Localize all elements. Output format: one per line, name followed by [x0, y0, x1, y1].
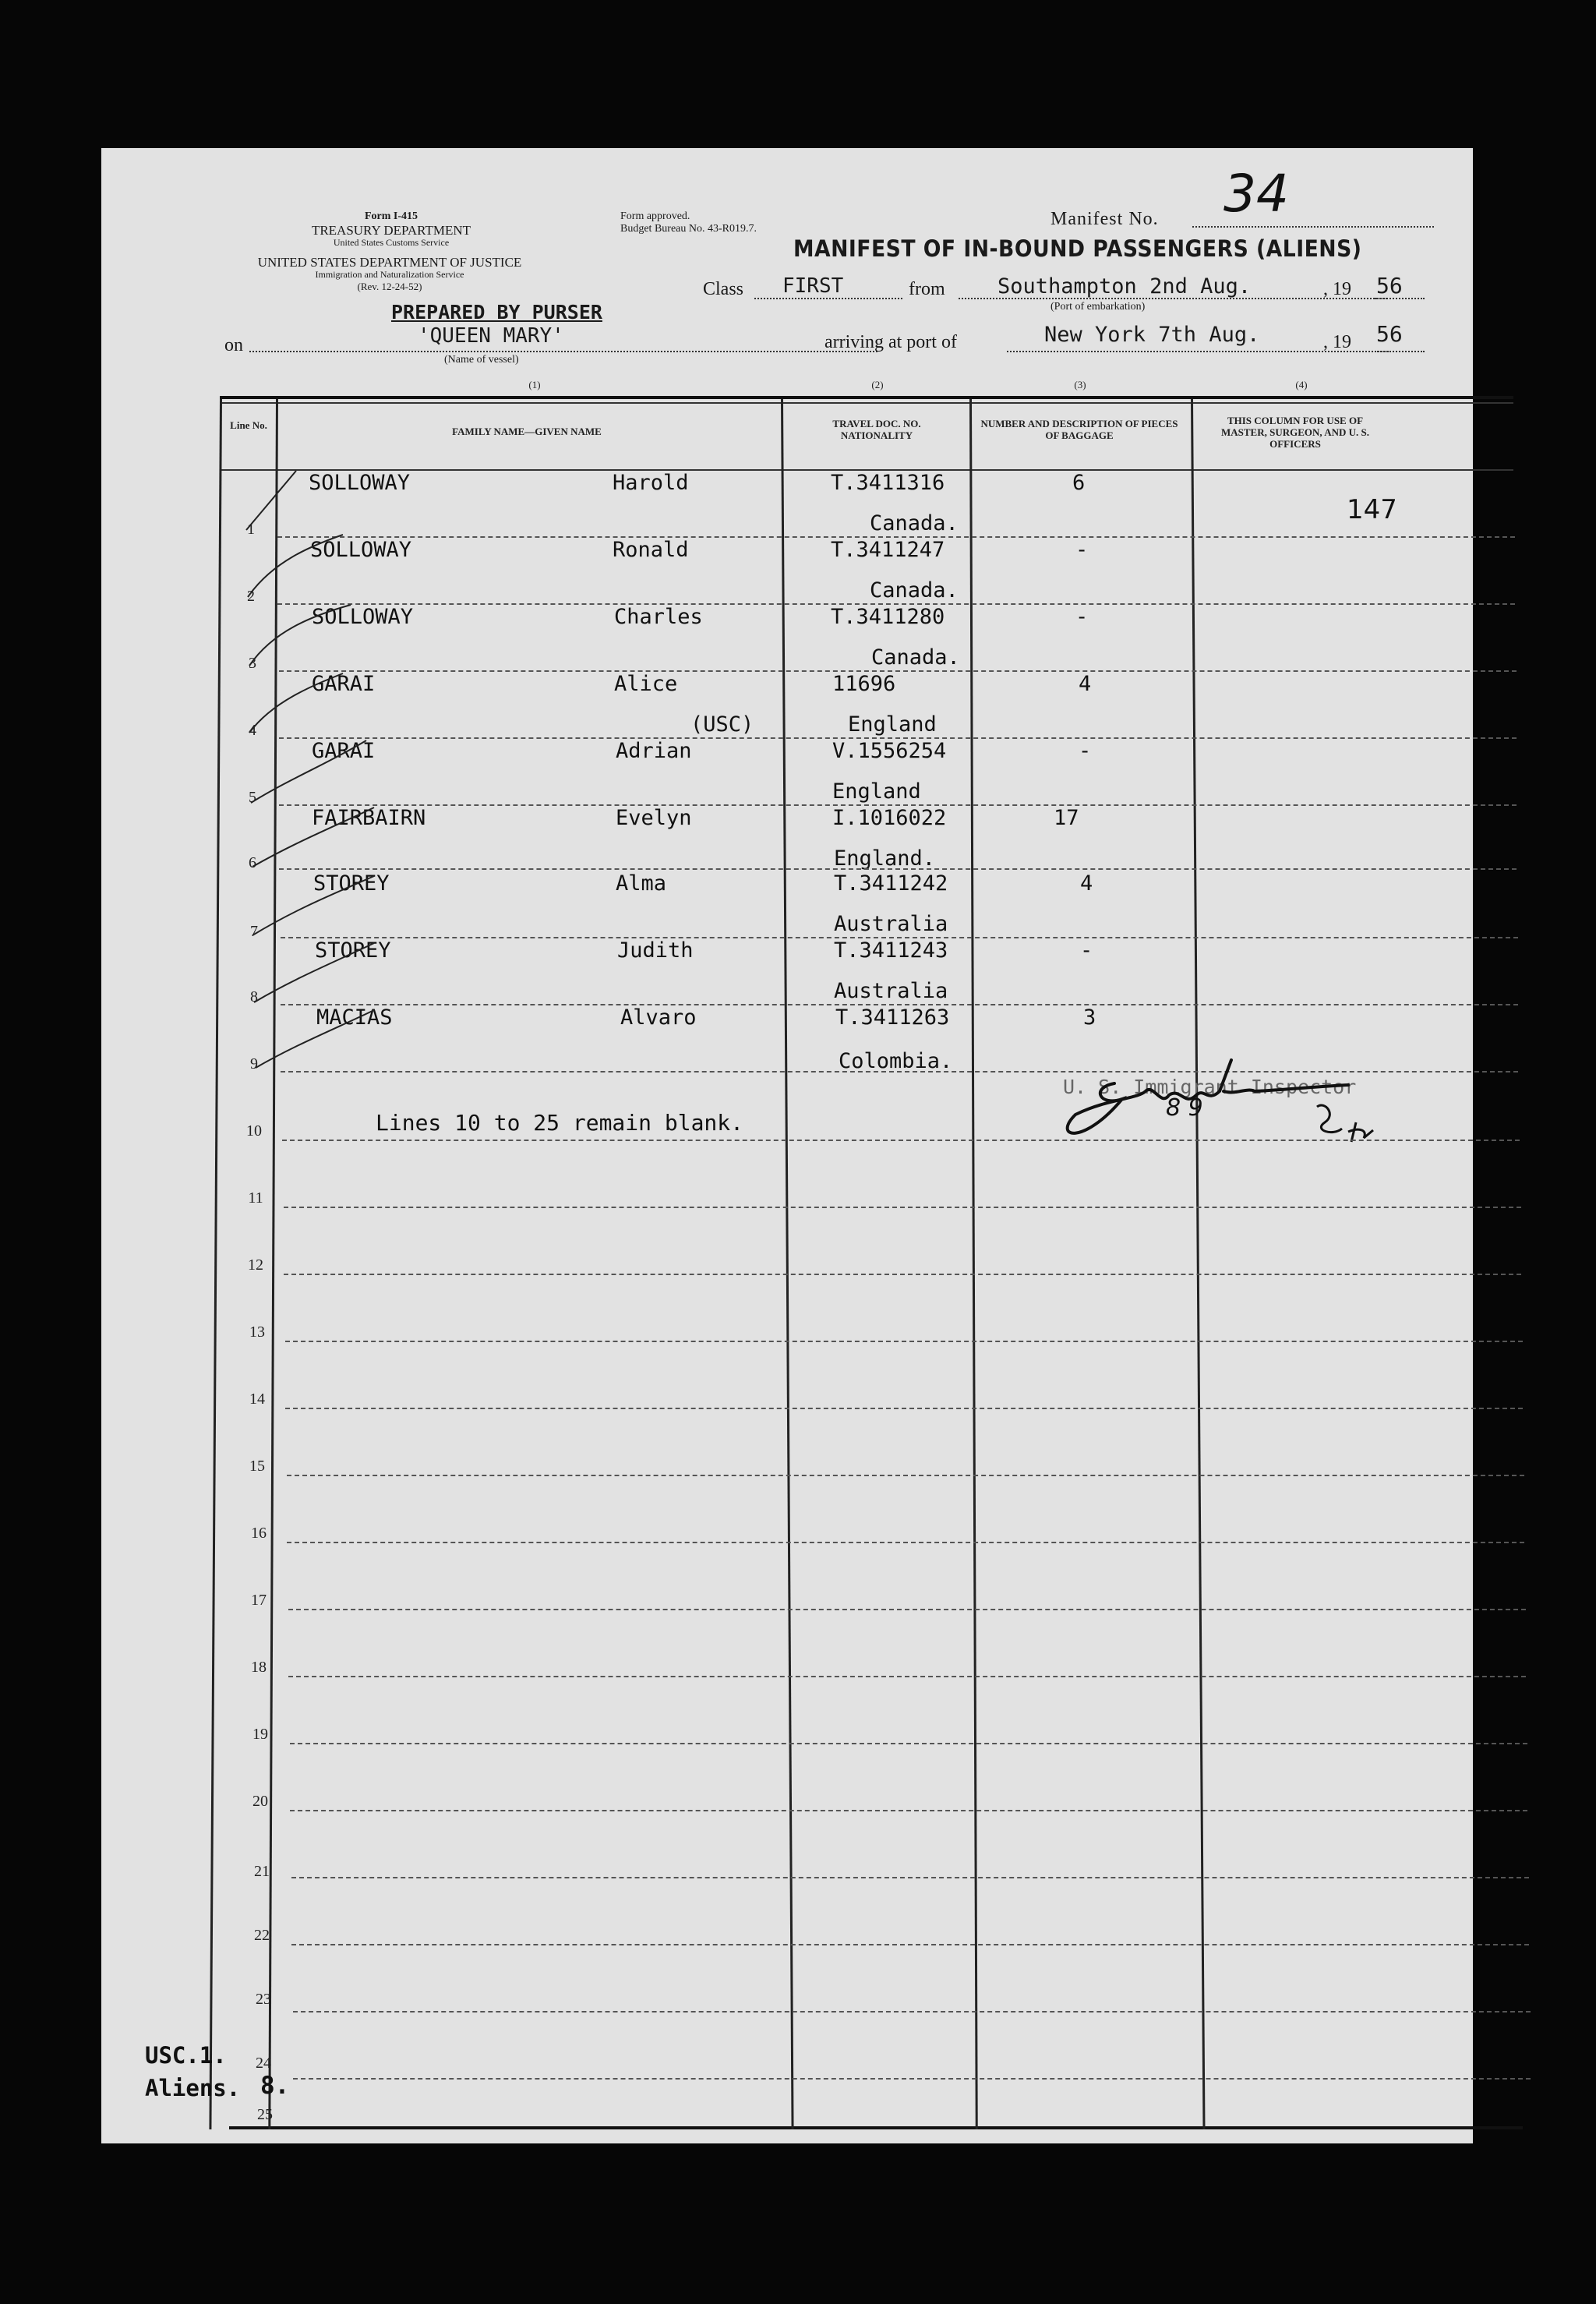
row-divider [293, 2011, 1531, 2012]
line-number: 14 [249, 1391, 265, 1408]
row-divider [287, 1542, 1524, 1543]
manifest-page [101, 148, 1473, 2143]
col-header-travel-doc: TRAVEL DOC. NO. NATIONALITY [832, 418, 921, 441]
row-divider [285, 1341, 1523, 1342]
line-number: 5 [249, 789, 256, 806]
family-name: SOLLOWAY [310, 538, 412, 562]
travel-doc: V.1556254 [832, 739, 947, 763]
line-number: 21 [254, 1863, 270, 1880]
column-divider-4 [1191, 399, 1205, 2129]
line-number: 3 [249, 655, 256, 672]
officer-note: 147 [1347, 494, 1397, 525]
baggage-count: 6 [1072, 471, 1086, 495]
row-divider [291, 1944, 1529, 1945]
column-number-3: (3) [1074, 379, 1086, 390]
baggage-count: 17 [1054, 806, 1079, 830]
table-top-border-2 [220, 402, 1513, 404]
line-number: 1 [247, 521, 255, 538]
year-line-2 [1375, 351, 1425, 352]
inspector-initials: 8 9 [1166, 1094, 1203, 1122]
class-label: Class [703, 279, 744, 299]
given-name: Evelyn [616, 806, 692, 830]
family-name: MACIAS [316, 1005, 393, 1030]
vessel-caption: (Name of vessel) [444, 354, 519, 366]
line-number: 16 [251, 1525, 267, 1542]
dept-treasury: TREASURY DEPARTMENT [311, 223, 471, 238]
arriving-value: New York 7th Aug. [1044, 323, 1260, 347]
form-approved: Form approved. [620, 210, 690, 222]
line-number: 10 [246, 1122, 262, 1140]
travel-doc: T.3411242 [834, 871, 948, 896]
form-number: Form I-415 [364, 210, 418, 222]
row-divider [288, 1609, 1526, 1610]
line-number: 23 [256, 1991, 271, 2008]
arriving-label: arriving at port of [824, 332, 957, 352]
family-name: GARAI [312, 739, 376, 763]
line-number: 22 [254, 1927, 270, 1944]
nationality: Australia [834, 912, 948, 936]
class-line [754, 298, 902, 299]
class-value: FIRST [782, 274, 844, 298]
baggage-count: 4 [1080, 871, 1093, 896]
travel-doc: T.3411247 [831, 538, 945, 562]
line-number: 6 [249, 854, 256, 871]
row-divider [282, 1140, 1520, 1141]
family-name: SOLLOWAY [309, 471, 411, 495]
on-label: on [224, 335, 243, 355]
line-number: 9 [250, 1055, 258, 1072]
baggage-count: 3 [1083, 1005, 1096, 1030]
from-label: from [909, 279, 945, 299]
column-divider-3 [969, 399, 978, 2129]
footer-aliens-count: 8. [260, 2072, 290, 2100]
table-top-border [220, 396, 1513, 399]
row-divider [288, 1676, 1526, 1677]
travel-doc: T.3411280 [831, 605, 945, 629]
on-line [249, 351, 877, 352]
column-number-2: (2) [871, 379, 884, 390]
travel-doc: T.3411243 [834, 938, 948, 963]
given-name: Harold [613, 471, 689, 495]
prepared-by: PREPARED BY PURSER [391, 301, 602, 323]
baggage-count: 4 [1079, 672, 1092, 696]
row-divider [284, 1274, 1521, 1275]
inspector-stamp: U. S. Immigrant Inspector [1063, 1076, 1357, 1098]
dept-justice: UNITED STATES DEPARTMENT OF JUSTICE [257, 255, 522, 270]
dept-treasury-sub: United States Customs Service [333, 237, 450, 248]
year-prefix-1: , 19 [1323, 279, 1351, 299]
line-number: 15 [249, 1458, 265, 1475]
line-number: 20 [252, 1793, 268, 1810]
footer-usc: USC.1. [145, 2042, 227, 2069]
given-name: Alma [616, 871, 667, 896]
travel-doc: T.3411263 [835, 1005, 950, 1030]
col-header-line-no: Line No. [230, 419, 267, 431]
row-divider [287, 1475, 1524, 1476]
revision: (Rev. 12-24-52) [357, 281, 422, 292]
line-number: 17 [251, 1592, 267, 1609]
line-number: 7 [250, 923, 258, 940]
footer-aliens-label: Aliens. [145, 2075, 241, 2101]
travel-doc: I.1016022 [832, 806, 947, 830]
blank-lines-note: Lines 10 to 25 remain blank. [376, 1110, 744, 1136]
nationality: Australia [834, 979, 948, 1003]
line-number: 25 [257, 2106, 273, 2123]
line-number: 4 [249, 722, 256, 739]
check-marks [242, 468, 553, 1091]
usc-note: (USC) [690, 712, 754, 737]
travel-doc: 11696 [832, 672, 896, 696]
line-number: 24 [256, 2055, 271, 2072]
year-prefix-2: , 19 [1323, 332, 1351, 352]
manifest-title: MANIFEST OF IN-BOUND PASSENGERS (ALIENS) [793, 235, 1362, 262]
vessel-name: 'QUEEN MARY' [418, 324, 564, 348]
table-left-border [209, 399, 222, 2129]
column-divider-2 [781, 399, 794, 2129]
given-name: Alice [614, 672, 678, 696]
nationality: Canada. [871, 645, 960, 670]
manifest-no-value: 34 [1223, 164, 1289, 224]
nationality: Canada. [870, 511, 959, 535]
baggage-count: - [1079, 739, 1092, 763]
column-number-1: (1) [528, 379, 541, 390]
line-number: 11 [248, 1189, 263, 1207]
line-number: 18 [251, 1659, 267, 1676]
dept-justice-sub: Immigration and Naturalization Service [315, 269, 464, 280]
col-header-officers: THIS COLUMN FOR USE OF MASTER, SURGEON, AND U. S. OFFICERS [1221, 415, 1369, 450]
family-name: FAIRBAIRN [312, 806, 426, 830]
row-divider [290, 1743, 1527, 1744]
family-name: SOLLOWAY [312, 605, 414, 629]
nationality: England [832, 779, 921, 804]
col-header-name: FAMILY NAME—GIVEN NAME [452, 426, 602, 437]
nationality: England [848, 712, 937, 737]
budget-bureau: Budget Bureau No. 43-R019.7. [620, 223, 757, 235]
col-header-baggage: NUMBER AND DESCRIPTION OF PIECES OF BAGGAGE [980, 418, 1178, 441]
table-bottom-border [229, 2126, 1523, 2129]
given-name: Alvaro [620, 1005, 697, 1030]
given-name: Ronald [613, 538, 689, 562]
nationality: England. [834, 846, 936, 871]
line-number: 8 [250, 988, 258, 1005]
line-number: 12 [248, 1256, 263, 1274]
row-divider [291, 1877, 1529, 1878]
family-name: GARAI [312, 672, 376, 696]
manifest-no-line [1192, 226, 1434, 228]
nationality: Canada. [870, 578, 959, 603]
manifest-no-label: Manifest No. [1050, 209, 1159, 229]
given-name: Adrian [616, 739, 692, 763]
travel-doc: T.3411316 [831, 471, 945, 495]
baggage-count: - [1075, 605, 1089, 629]
from-value: Southampton 2nd Aug. [998, 274, 1252, 299]
row-divider [284, 1207, 1521, 1208]
family-name: STOREY [315, 938, 391, 963]
column-number-4: (4) [1295, 379, 1308, 390]
row-divider [290, 1810, 1527, 1811]
line-number: 19 [252, 1726, 268, 1743]
given-name: Charles [614, 605, 703, 629]
nationality: Colombia. [839, 1049, 953, 1073]
row-divider [285, 1408, 1523, 1409]
line-number: 13 [249, 1323, 265, 1341]
family-name: STOREY [313, 871, 390, 896]
year-1: 56 [1376, 273, 1403, 299]
row-divider [293, 2078, 1531, 2080]
given-name: Judith [617, 938, 694, 963]
baggage-count: - [1075, 538, 1089, 562]
baggage-count: - [1080, 938, 1093, 963]
port-embark-caption: (Port of embarkation) [1050, 301, 1146, 313]
line-number: 2 [247, 588, 255, 605]
year-2: 56 [1376, 321, 1403, 347]
